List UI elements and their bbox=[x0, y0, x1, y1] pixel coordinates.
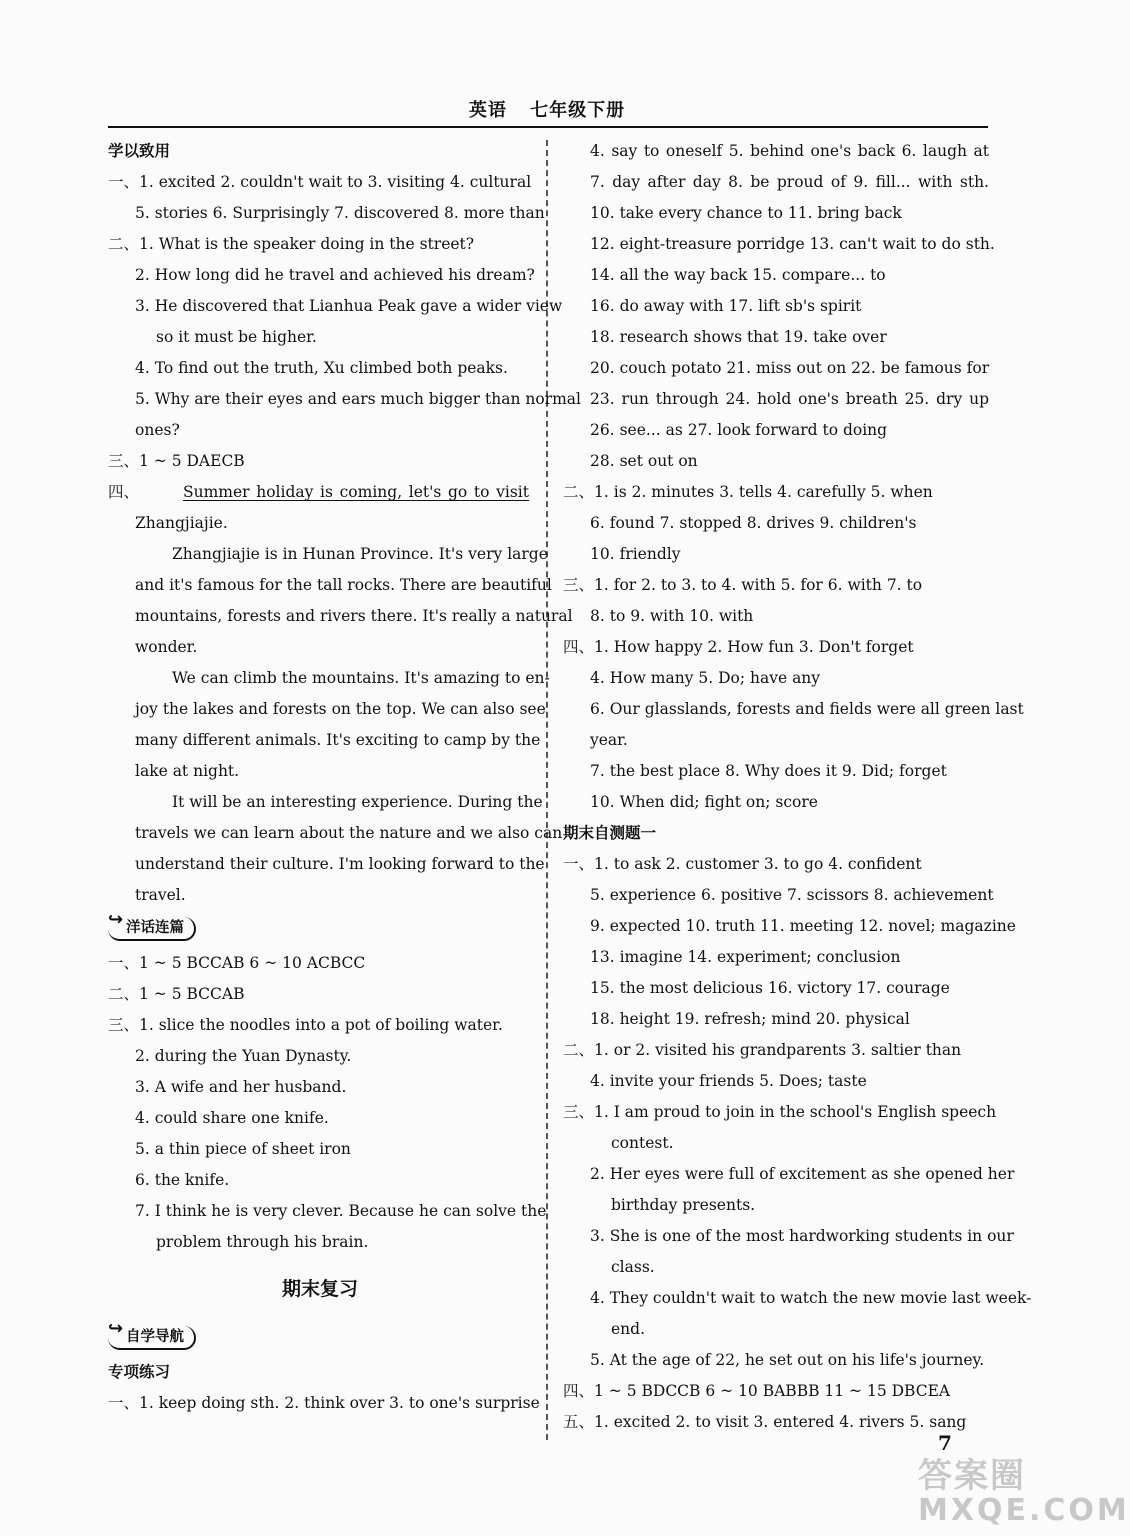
answer-line: ones? bbox=[135, 421, 180, 439]
answer-text: 1. excited 2. couldn't wait to 3. visiting 4. cultural bbox=[139, 173, 532, 191]
watermark-line1: 答案圈 bbox=[918, 1456, 1026, 1496]
question-mark: 一、 bbox=[563, 855, 595, 873]
section-badge bbox=[108, 909, 196, 941]
answer-line: contest. bbox=[611, 1134, 674, 1152]
essay-title-cont: Zhangjiajie. bbox=[135, 514, 228, 532]
essay-line: Zhangjiajie is in Hunan Province. It's very large bbox=[172, 545, 548, 563]
phrase-line: 18. research shows that 19. take over bbox=[590, 328, 887, 346]
answer-line bbox=[108, 229, 532, 260]
answer-line: 4. could share one knife. bbox=[135, 1109, 329, 1127]
answer-text: 1. How happy 2. How fun 3. Don't forget bbox=[594, 638, 914, 656]
page-number: 7 bbox=[938, 1431, 952, 1455]
watermark-logo bbox=[918, 1448, 1130, 1528]
answer-line: 4. To find out the truth, Xu climbed both peaks. bbox=[135, 359, 508, 377]
phrase-line: 10. take every chance to 11. bring back bbox=[590, 204, 902, 222]
question-mark: 二、 bbox=[563, 483, 595, 501]
essay-line: wonder. bbox=[135, 638, 198, 656]
question-mark: 二、 bbox=[108, 985, 140, 1003]
essay-line: It will be an interesting experience. During the bbox=[172, 793, 543, 811]
watermark-line2: MXQE.COM bbox=[918, 1493, 1130, 1528]
essay-line: joy the lakes and forests on the top. We can also see bbox=[135, 700, 546, 718]
answer-line bbox=[563, 1376, 989, 1407]
answer-line: end. bbox=[611, 1320, 646, 1338]
answer-line bbox=[108, 948, 532, 979]
essay-line: lake at night. bbox=[135, 762, 240, 780]
answer-line: 5. a thin piece of sheet iron bbox=[135, 1140, 351, 1158]
answer-line bbox=[108, 979, 532, 1010]
answer-text: 1. excited 2. to visit 3. entered 4. rivers 5. sang bbox=[594, 1413, 967, 1431]
answer-line: 7. the best place 8. Why does it 9. Did; forget bbox=[590, 762, 947, 780]
question-mark: 二、 bbox=[563, 1041, 595, 1059]
essay-line: many different animals. It's exciting to camp by the bbox=[135, 731, 541, 749]
section-title: 期末自测题一 bbox=[563, 824, 657, 842]
header-subject: 英语 bbox=[468, 100, 507, 121]
answer-line: 8. to 9. with 10. with bbox=[590, 607, 754, 625]
answer-line bbox=[563, 849, 989, 880]
phrase-line: 20. couch potato 21. miss out on 22. be famous for bbox=[590, 359, 990, 377]
section-badge-row bbox=[108, 1320, 532, 1357]
answer-line bbox=[563, 570, 989, 601]
essay-title-line bbox=[108, 477, 532, 508]
phrase-line: 14. all the way back 15. compare... to bbox=[590, 266, 886, 284]
essay-line: We can climb the mountains. It's amazing to en- bbox=[172, 669, 550, 687]
essay-title: Summer holiday is coming, let's go to visit bbox=[183, 483, 529, 501]
essay-line: understand their culture. I'm looking forward to the bbox=[135, 855, 545, 873]
answer-line: 5. stories 6. Surprisingly 7. discovered 8. more than bbox=[135, 204, 545, 222]
answer-line: 5. Why are their eyes and ears much bigger than normal bbox=[135, 390, 581, 408]
answer-line: so it must be higher. bbox=[156, 328, 317, 346]
phrase-line: 4. say to oneself 5. behind one's back 6. laugh at bbox=[590, 142, 989, 160]
phrase-line: 28. set out on bbox=[590, 452, 698, 470]
answer-line: 18. height 19. refresh; mind 20. physical bbox=[590, 1010, 910, 1028]
answer-line: 3. He discovered that Lianhua Peak gave a wider view bbox=[135, 297, 563, 315]
answer-line bbox=[563, 1097, 997, 1128]
answer-line: 10. When did; fight on; score bbox=[590, 793, 818, 811]
question-mark: 三、 bbox=[563, 1103, 595, 1121]
question-mark: 四、 bbox=[108, 483, 140, 501]
answer-text: 1 ~ 5 BDCCB 6 ~ 10 BABBB 11 ~ 15 DBCEA bbox=[594, 1382, 951, 1400]
left-column bbox=[108, 136, 581, 1419]
badge-label: 自学导航 bbox=[126, 1329, 184, 1345]
answer-line bbox=[108, 167, 532, 198]
answer-line bbox=[563, 632, 989, 663]
page-header bbox=[0, 96, 1094, 122]
question-mark: 一、 bbox=[108, 173, 140, 191]
answer-line: 2. during the Yuan Dynasty. bbox=[135, 1047, 352, 1065]
essay-line: mountains, forests and rivers there. It's really a natural bbox=[135, 607, 573, 625]
answer-line: 5. At the age of 22, he set out on his life's journey. bbox=[590, 1351, 985, 1369]
question-mark: 一、 bbox=[108, 1394, 140, 1412]
answer-text: 1. is 2. minutes 3. tells 4. carefully 5. when bbox=[594, 483, 933, 501]
answer-text: 1. or 2. visited his grandparents 3. saltier than bbox=[594, 1041, 962, 1059]
question-mark: 三、 bbox=[108, 1016, 140, 1034]
phrase-line: 26. see... as 27. look forward to doing bbox=[590, 421, 888, 439]
answer-text: 1. slice the noodles into a pot of boiling water. bbox=[139, 1016, 503, 1034]
answer-text: 1 ~ 5 BCCAB 6 ~ 10 ACBCC bbox=[139, 954, 366, 972]
subsection-title: 专项练习 bbox=[108, 1363, 171, 1381]
question-mark: 四、 bbox=[563, 638, 595, 656]
phrase-line: 7. day after day 8. be proud of 9. fill... with sth. bbox=[590, 173, 989, 191]
answer-line: 6. the knife. bbox=[135, 1171, 230, 1189]
answer-line: 9. expected 10. truth 11. meeting 12. novel; magazine bbox=[590, 917, 1016, 935]
answer-text: 1. I am proud to join in the school's English speech bbox=[594, 1103, 997, 1121]
section-badge bbox=[108, 1318, 196, 1350]
question-mark: 二、 bbox=[108, 235, 140, 253]
phrase-line: 12. eight-treasure porridge 13. can't wait to do sth. bbox=[590, 235, 995, 253]
answer-line: problem through his brain. bbox=[156, 1233, 369, 1251]
question-mark: 一、 bbox=[108, 954, 140, 972]
answer-line bbox=[108, 446, 532, 477]
answer-text: 1. keep doing sth. 2. think over 3. to one's surprise bbox=[139, 1394, 540, 1412]
phrase-line: 16. do away with 17. lift sb's spirit bbox=[590, 297, 862, 315]
header-rule bbox=[108, 126, 988, 128]
answer-line: 6. found 7. stopped 8. drives 9. children's bbox=[590, 514, 917, 532]
header-grade: 七年级下册 bbox=[530, 100, 626, 121]
question-mark: 四、 bbox=[563, 1382, 595, 1400]
answer-line: 4. How many 5. Do; have any bbox=[590, 669, 821, 687]
answer-line: 3. She is one of the most hardworking students in our bbox=[590, 1227, 1014, 1245]
badge-label: 洋话连篇 bbox=[126, 920, 184, 936]
curl-arrow-icon: ↪ bbox=[108, 909, 124, 930]
answer-line: class. bbox=[611, 1258, 655, 1276]
question-mark: 三、 bbox=[563, 576, 595, 594]
question-mark: 三、 bbox=[108, 452, 140, 470]
curl-arrow-icon: ↪ bbox=[108, 1318, 124, 1339]
answer-line: year. bbox=[590, 731, 628, 749]
answer-line bbox=[108, 1388, 540, 1419]
answer-line: 6. Our glasslands, forests and fields were all green last bbox=[590, 700, 1024, 718]
chapter-title: 期末复习 bbox=[281, 1278, 358, 1300]
question-mark: 五、 bbox=[563, 1413, 595, 1431]
essay-line: and it's famous for the tall rocks. There are beautiful bbox=[135, 576, 552, 594]
essay-line: travel. bbox=[135, 886, 186, 904]
answer-text: 1. for 2. to 3. to 4. with 5. for 6. with 7. to bbox=[594, 576, 923, 594]
answer-line: 10. friendly bbox=[590, 545, 681, 563]
right-column bbox=[563, 136, 1032, 1438]
answer-line: 2. How long did he travel and achieved his dream? bbox=[135, 266, 535, 284]
answer-text: 1 ~ 5 DAECB bbox=[139, 452, 245, 470]
phrase-line: 23. run through 24. hold one's breath 25. dry up bbox=[590, 390, 989, 408]
answer-line: 3. A wife and her husband. bbox=[135, 1078, 347, 1096]
answer-text: 1 ~ 5 BCCAB bbox=[139, 985, 245, 1003]
answer-line bbox=[563, 1035, 989, 1066]
answer-line: 13. imagine 14. experiment; conclusion bbox=[590, 948, 901, 966]
answer-line bbox=[563, 1407, 989, 1438]
answer-text: 1. What is the speaker doing in the street? bbox=[139, 235, 475, 253]
answer-line: birthday presents. bbox=[611, 1196, 756, 1214]
answer-line: 7. I think he is very clever. Because he can solve the bbox=[135, 1202, 547, 1220]
answer-line bbox=[108, 1010, 532, 1041]
answer-text: 1. to ask 2. customer 3. to go 4. confident bbox=[594, 855, 922, 873]
answer-line: 5. experience 6. positive 7. scissors 8. achievement bbox=[590, 886, 994, 904]
essay-line: travels we can learn about the nature and we also can bbox=[135, 824, 563, 842]
answer-line: 15. the most delicious 16. victory 17. courage bbox=[590, 979, 950, 997]
column-divider bbox=[546, 140, 548, 1440]
answer-line: 4. invite your friends 5. Does; taste bbox=[590, 1072, 867, 1090]
answer-line bbox=[563, 477, 989, 508]
section-badge-row bbox=[108, 911, 532, 948]
answer-line: 2. Her eyes were full of excitement as she opened her bbox=[590, 1165, 1015, 1183]
answer-line: 4. They couldn't wait to watch the new movie last week- bbox=[590, 1289, 1032, 1307]
section-title: 学以致用 bbox=[108, 142, 171, 160]
